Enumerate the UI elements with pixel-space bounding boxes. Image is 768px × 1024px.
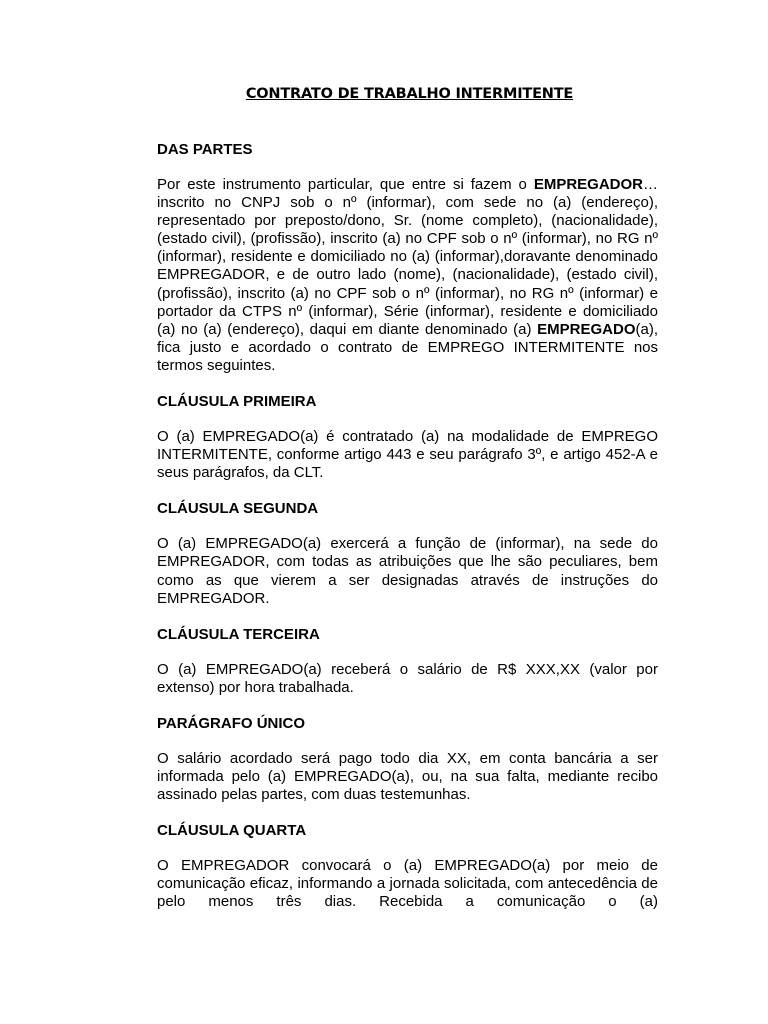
section-paragraph-das-partes <box>157 176 658 375</box>
section-heading-clausula-segunda: CLÁUSULA SEGUNDA <box>157 500 319 518</box>
section-heading-das-partes: DAS PARTES <box>157 141 253 158</box>
section-paragraph-clausula-primeira: O (a) EMPREGADO(a) é contratado (a) na modalidade de EMPREGO INTERMITENTE, conforme artigo 443 e seu parágrafo 3º, e artigo 452-A e seus parágrafos, da CLT. <box>157 428 658 482</box>
section-heading-paragrafo-unico: PARÁGRAFO ÚNICO <box>157 714 306 732</box>
section-heading-clausula-terceira: CLÁUSULA TERCEIRA <box>157 625 320 643</box>
section-paragraph-clausula-segunda: O (a) EMPREGADO(a) exercerá a função de (informar), na sede do EMPREGADOR, com todas as atribuições que lhe são peculiares, bem como as que vierem a ser designadas através de instruções do EMPREGADOR. <box>157 535 658 607</box>
section-paragraph-clausula-terceira: O (a) EMPREGADO(a) receberá o salário de R$ XXX,XX (valor por extenso) por hora trabalhada. <box>157 660 658 696</box>
text-run: Por este instrumento particular, que entre si fazem o <box>157 176 534 193</box>
section-heading-clausula-primeira: CLÁUSULA PRIMEIRA <box>157 393 317 411</box>
bold-term-empregador: EMPREGADOR <box>533 176 643 193</box>
document-page <box>157 86 658 929</box>
section-heading-clausula-quarta: CLÁUSULA QUARTA <box>157 822 307 840</box>
text-run: … inscrito no CNPJ sob o nº (informar), com sede no (a) (endereço), representado por preposto/dono, Sr. (nome completo), (nacionalidade), (estado civil), (profissão), inscrito (a) no CPF sob o nº (informar), no RG nº (informar), residente e domiciliado no (a) (informar),doravante denominado EMPREGADOR, e de outro lado (nome), (nacionalidade), (estado civil), (profissão), inscrito (a) no CPF sob o nº (informar), no RG nº (informar) e portador da CTPS nº (informar), Série (informar), residente e domiciliado (a) no (a) (endereço), daqui em diante denominado (a) <box>157 176 658 338</box>
section-paragraph-paragrafo-unico: O salário acordado será pago todo dia XX, em conta bancária a ser informada pelo (a) EMPREGADO(a), ou, na sua falta, mediante recibo assinado pelas partes, com duas testemunhas. <box>157 749 658 804</box>
document-title: CONTRATO DE TRABALHO INTERMITENTE <box>245 86 574 102</box>
text-run: (a), fica justo e acordado o contrato de EMPREGO INTERMITENTE nos termos seguintes. <box>157 320 658 374</box>
section-paragraph-clausula-quarta: O EMPREGADOR convocará o (a) EMPREGADO(a) por meio de comunicação eficaz, informando a jornada solicitada, com antecedência de pelo menos três dias. Recebida a comunicação o (a) <box>157 857 658 911</box>
bold-term-empregado: EMPREGADO <box>537 320 636 338</box>
